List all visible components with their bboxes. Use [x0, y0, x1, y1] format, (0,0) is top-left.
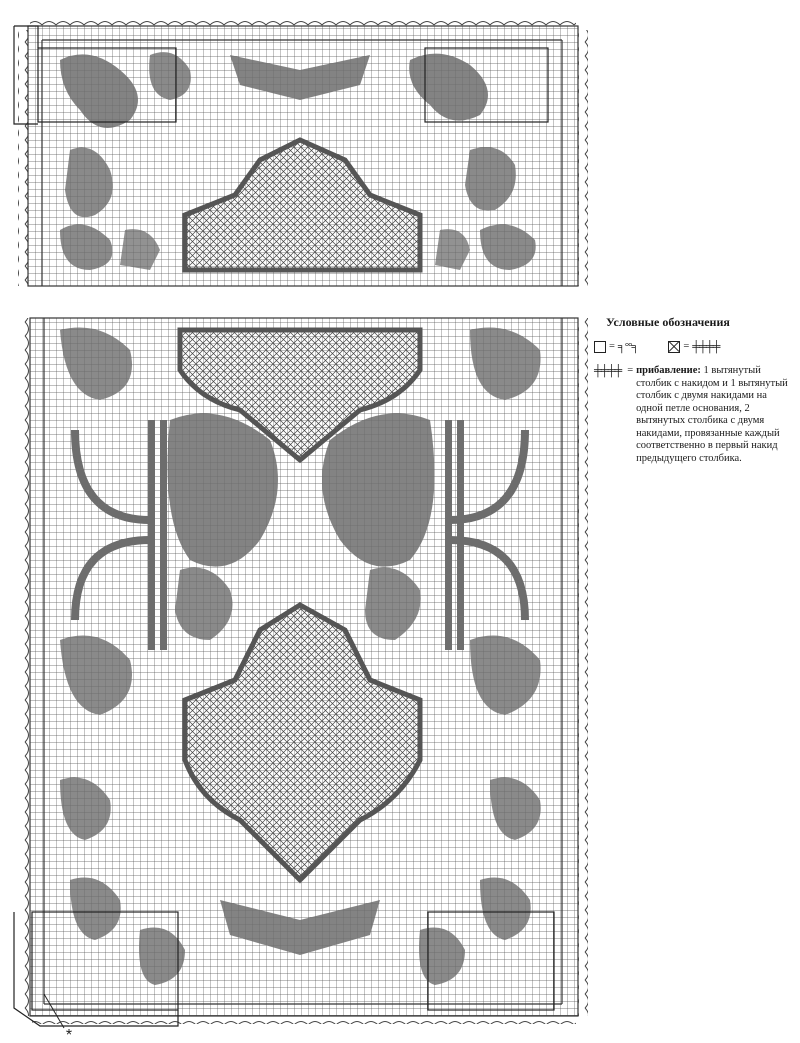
legend-equals: = — [627, 365, 634, 376]
open-square-icon — [594, 341, 606, 353]
top-chart-fragment — [14, 18, 588, 286]
legend-equals: = — [609, 340, 615, 352]
increase-term: прибавление: — [636, 365, 701, 376]
legend — [594, 316, 794, 465]
open-mesh-stitch: ╕°°╕ — [617, 340, 639, 353]
left-edging — [20, 318, 30, 1016]
bottom-edging — [32, 1016, 576, 1024]
legend-title: Условные обозначения — [606, 315, 730, 329]
top-edging — [30, 18, 576, 26]
bottom-chart-fragment — [14, 318, 588, 1028]
left-edging — [18, 30, 28, 286]
legend-equals: = — [683, 340, 690, 352]
increase-description: 1 вытянутый столбик с накидом и 1 вытянутый столбик с двумя накидами на одной петле основания, 2 вытянутых столбика с двумя накидами, провязанные каждый соответственно в первый накид предыдущего столбика. — [636, 365, 788, 464]
start-marker: * — [65, 1027, 73, 1043]
right-edging — [578, 318, 588, 1016]
legend-definition-text — [636, 365, 794, 465]
increase-symbol: ╪╪╪╪ — [594, 365, 622, 377]
right-edging — [578, 30, 588, 286]
crossed-square-icon — [668, 341, 680, 353]
legend-row-symbols — [594, 341, 794, 354]
cross-stitch-group: ╪╪╪╪ — [692, 340, 720, 353]
legend-definition — [594, 365, 794, 465]
